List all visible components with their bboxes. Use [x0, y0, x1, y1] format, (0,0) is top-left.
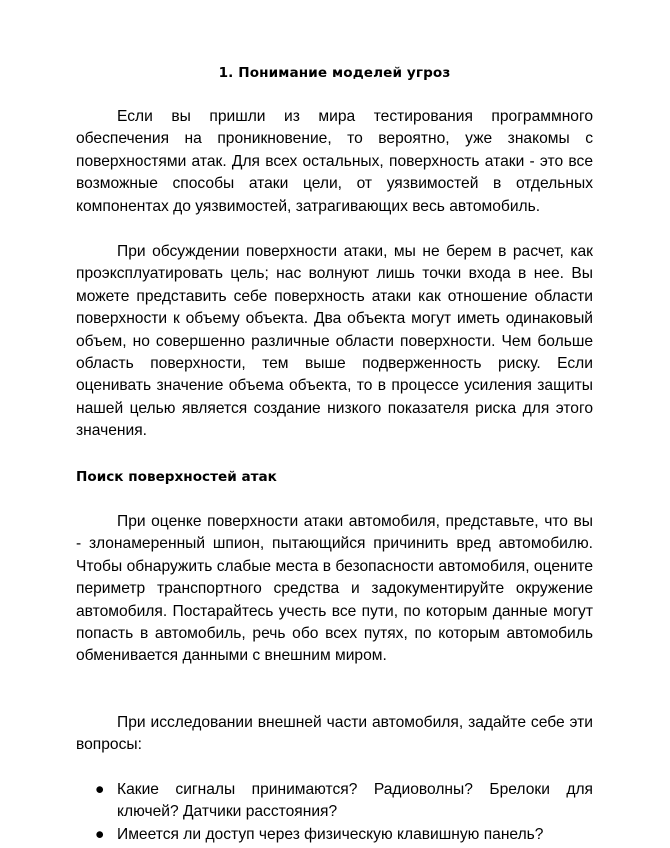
paragraph-attack-surface-volume: При обсуждении поверхности атаки, мы не берем в расчет, как проэксплуатировать цель; нас волнуют лишь точки входа в нее. Вы можете представить себе поверхность атаки как отношение области поверхности к объему объекта. Два объекта могут иметь одинаковый объем, но совершенно различные области поверхности. Чем больше область поверхности, тем выше подверженность риску. Если оценивать значение объема объекта, то в процессе усиления защиты нашей целью является создание низкого показателя риска для этого значения.	[76, 243, 593, 440]
subsection-title: Поиск поверхностей атак	[76, 469, 277, 485]
list-item-text: Имеется ли доступ через физическую клавишную панель?	[117, 825, 544, 843]
section-title: 1. Понимание моделей угроз	[218, 65, 451, 81]
list-item-text: Какие сигналы принимаются? Радиоволны? Брелоки для ключей? Датчики расстояния?	[117, 781, 593, 821]
questions-list	[76, 779, 593, 846]
bullet-icon: ●	[95, 825, 105, 843]
bullet-icon: ●	[95, 781, 105, 798]
paragraph-attack-surface-intro: Если вы пришли из мира тестирования программного обеспечения на проникновение, то вероятно, уже знакомы с поверхностями атак. Для всех остальных, поверхность атаки - это все возможные способы атаки цели, от уязвимостей в отдельных компонентах до уязвимостей, затрагивающих весь автомобиль.	[76, 108, 593, 215]
list-item	[76, 779, 593, 824]
list-item	[76, 824, 593, 846]
paragraph-vehicle-assessment: При оценке поверхности атаки автомобиля, представьте, что вы - злонамеренный шпион, пытающийся причинить вред автомобилю. Чтобы обнаружить слабые места в безопасности автомобиля, оцените периметр транспортного средства и задокументируйте окружение автомобиля. Постарайтесь учесть все пути, по которым данные могут попасть в автомобиль, речь обо всех путях, по которым автомобиль обменивается данными с внешним миром.	[76, 513, 593, 665]
paragraph-questions-intro: При исследовании внешней части автомобиля, задайте себе эти вопросы:	[76, 714, 593, 754]
